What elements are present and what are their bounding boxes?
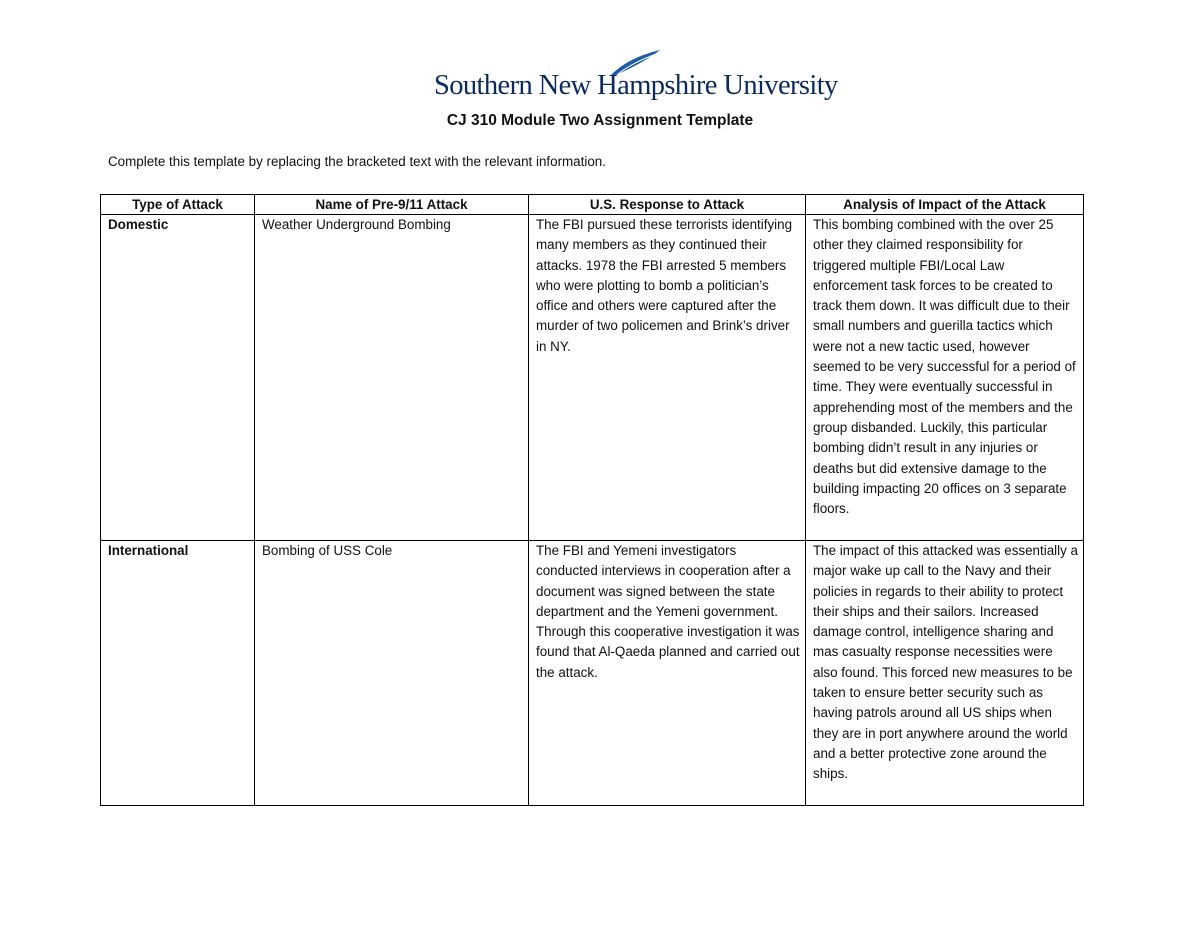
column-header-type: Type of Attack (101, 195, 255, 215)
attack-type-cell: Domestic (101, 215, 255, 541)
instructions-text: Complete this template by replacing the bracketed text with the relevant information. (108, 154, 606, 169)
table-row (101, 215, 1084, 541)
us-response-cell: The FBI pursued these terrorists identifying many members as they continued their attacks. 1978 the FBI arrested 5 members who were plotting to bomb a politician’s office and others were captured after the murder of two policemen and Brink’s driver in NY. (529, 215, 806, 541)
impact-analysis-cell: The impact of this attacked was essentially a major wake up call to the Navy and their policies in regards to their ability to protect their ships and their sailors. Increased damage control, intelligence sharing and mas casualty response necessities were also found. This forced new measures to be taken to ensure better security such as having patrols around all US ships when they are in port anywhere around the world and a better protective zone around the ships. (806, 541, 1084, 806)
attack-name-cell: Bombing of USS Cole (255, 541, 529, 806)
us-response-cell: The FBI and Yemeni investigators conducted interviews in cooperation after a document was signed between the state department and the Yemeni government. Through this cooperative investigation it was found that Al-Qaeda planned and carried out the attack. (529, 541, 806, 806)
logo-wordmark: Southern New Hampshire University (434, 70, 838, 101)
impact-analysis-cell: This bombing combined with the over 25 other they claimed responsibility for triggered multiple FBI/Local Law enforcement task forces to be created to track them down. It was difficult due to their small numbers and guerilla tactics which were not a new tactic used, however seemed to be very successful for a period of time. They were eventually successful in apprehending most of the members and the group disbanded. Luckily, this particular bombing didn’t result in any injuries or deaths but did extensive damage to the building impacting 20 offices on 3 separate floors. (806, 215, 1084, 541)
attack-name-cell: Weather Underground Bombing (255, 215, 529, 541)
table-row (101, 541, 1084, 806)
university-logo (434, 48, 838, 108)
column-header-name: Name of Pre-9/11 Attack (255, 195, 529, 215)
table-header-row (101, 195, 1084, 215)
document-title: CJ 310 Module Two Assignment Template (446, 112, 754, 129)
column-header-response: U.S. Response to Attack (529, 195, 806, 215)
attack-type-cell: International (101, 541, 255, 806)
column-header-analysis: Analysis of Impact of the Attack (806, 195, 1084, 215)
attack-analysis-table (100, 194, 1084, 806)
